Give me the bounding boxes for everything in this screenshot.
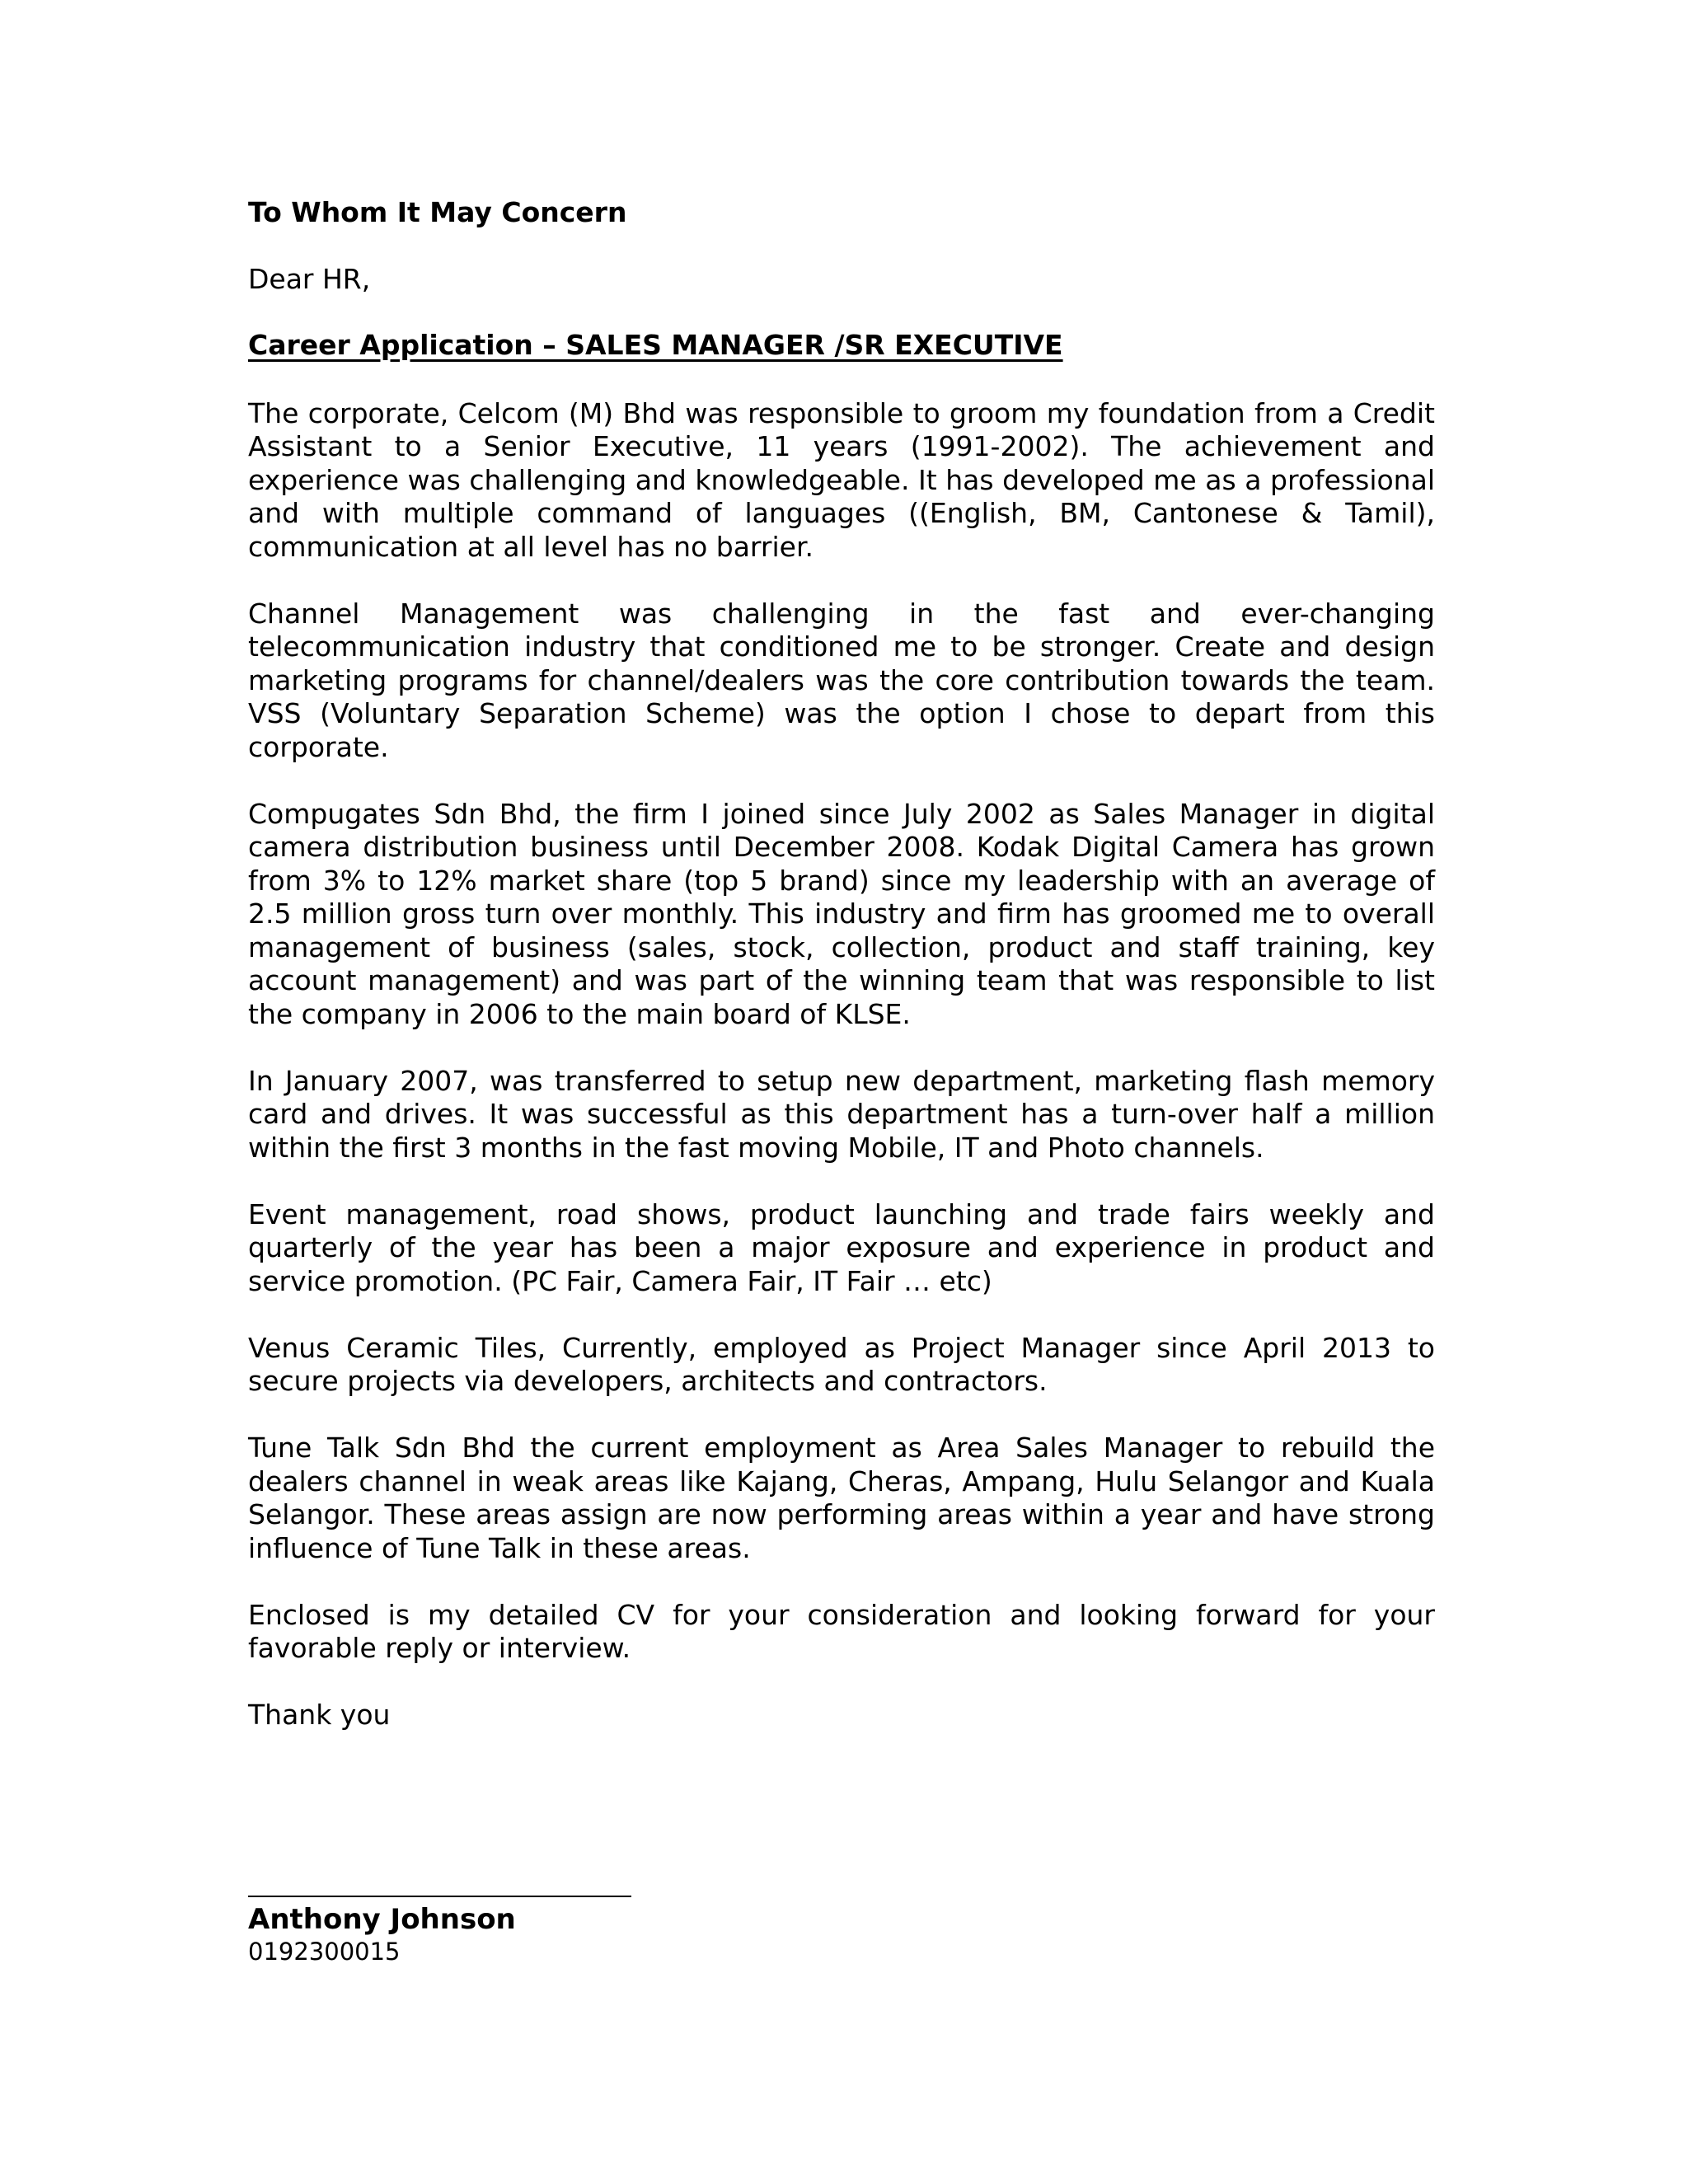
- paragraph-celcom: The corporate, Celcom (M) Bhd was responsible to groom my foundation from a Credit Assistant to a Senior Executive, 11 years (1991-2002). The achievement and experience was challenging and knowledgeable. It has developed me as a professional and with multiple command of languages ((English, BM, Cantonese & Tamil), communication at all level has no barrier.: [248, 396, 1435, 563]
- letter-greeting: Dear HR,: [248, 262, 371, 295]
- signature-line: [248, 1896, 631, 1897]
- signer-name: Anthony Johnson: [248, 1903, 516, 1936]
- signer-phone: 0192300015: [248, 1938, 401, 1966]
- paragraph-channel-management: Channel Management was challenging in the fast and ever-changing telecommunication industry that conditioned me to be stronger. Create and design marketing programs for channel/dealers was the core contribution towards the team. VSS (Voluntary Separation Scheme) was the option I chose to depart from this corporate.: [248, 597, 1435, 763]
- letter-closing: Thank you: [248, 1699, 391, 1731]
- letter-subject: Career Application – SALES MANAGER /SR EXECUTIVE: [248, 329, 1063, 361]
- paragraph-enclosed-cv: Enclosed is my detailed CV for your consideration and looking forward for your favorable reply or interview.: [248, 1598, 1435, 1664]
- letter-heading: To Whom It May Concern: [248, 196, 627, 228]
- paragraph-event-management: Event management, road shows, product launching and trade fairs weekly and quarterly of the year has been a major exposure and experience in product and service promotion. (PC Fair, Camera Fair, IT Fair … etc): [248, 1197, 1435, 1297]
- letter-body: [248, 196, 1435, 1732]
- paragraph-compugates: Compugates Sdn Bhd, the firm I joined since July 2002 as Sales Manager in digital camera distribution business until December 2008. Kodak Digital Camera has grown from 3% to 12% market share (top 5 brand) since my leadership with an average of 2.5 million gross turn over monthly. This industry and firm has groomed me to overall management of business (sales, stock, collection, product and staff training, key account management) and was part of the winning team that was responsible to list the company in 2006 to the main board of KLSE.: [248, 797, 1435, 1030]
- paragraph-tune-talk: Tune Talk Sdn Bhd the current employment as Area Sales Manager to rebuild the dealers channel in weak areas like Kajang, Cheras, Ampang, Hulu Selangor and Kuala Selangor. These areas assign are now performing areas within a year and have strong influence of Tune Talk in these areas.: [248, 1432, 1435, 1564]
- paragraph-flash-memory: In January 2007, was transferred to setup new department, marketing flash memory card and drives. It was successful as this department has a turn-over half a million within the first 3 months in the fast moving Mobile, IT and Photo channels.: [248, 1064, 1435, 1164]
- paragraph-venus-ceramic: Venus Ceramic Tiles, Currently, employed as Project Manager since April 2013 to secure projects via developers, architects and contractors.: [248, 1331, 1435, 1397]
